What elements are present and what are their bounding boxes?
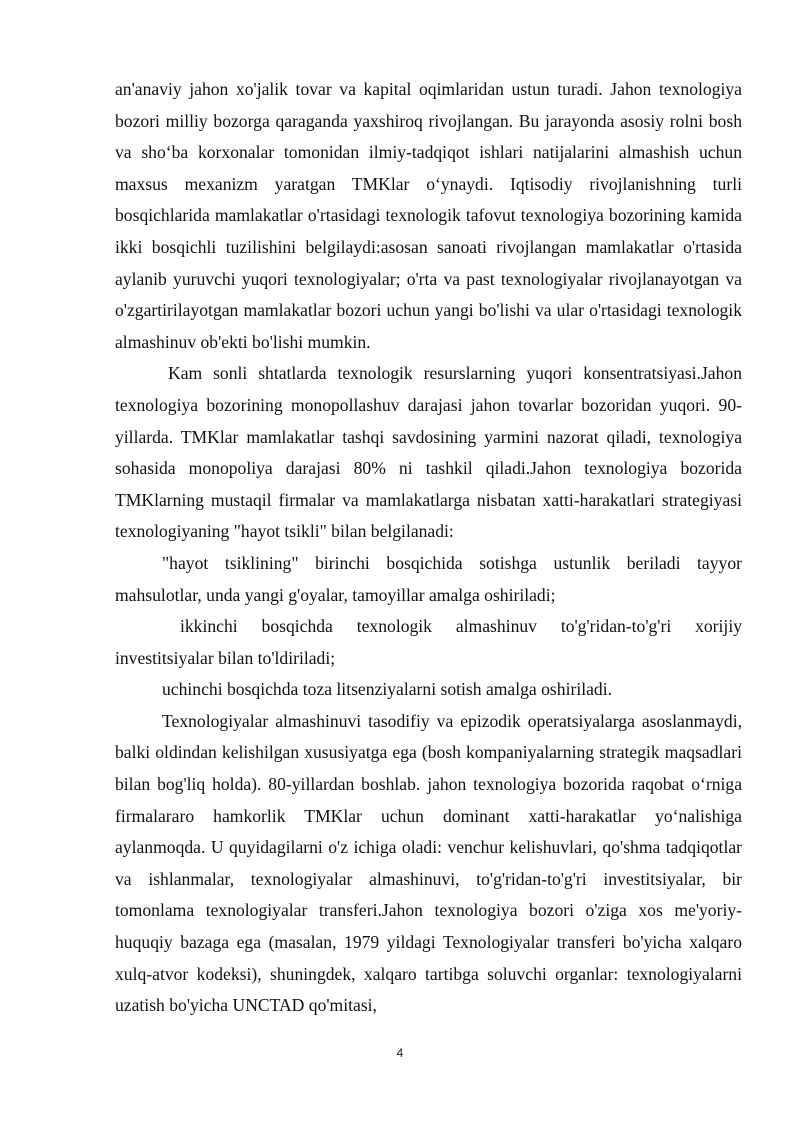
paragraph-5: uchinchi bosqichda toza litsenziyalarni sotish amalga oshiriladi. bbox=[162, 679, 612, 700]
document-body bbox=[115, 74, 742, 1022]
page-number: 4 bbox=[396, 1046, 404, 1060]
paragraph-4: ikkinchi bosqichda texnologik almashinuv to'g'ridan-to'g'ri xorijiy investitsiyalar bilan to'ldiriladi; bbox=[115, 616, 742, 668]
paragraph-3: "hayot tsiklining" birinchi bosqichida sotishga ustunlik beriladi tayyor mahsulotlar, unda yangi g'oyalar, tamoyillar amalga oshiriladi; bbox=[115, 552, 742, 605]
paragraph-1: an'anaviy jahon xo'jalik tovar va kapital oqimlaridan ustun turadi. Jahon texnologiya bozori milliy bozorga qaraganda yaxshiroq rivojlangan. Bu jarayonda asosiy rolni bosh va sho‘ba korxonalar tomonidan ilmiy-tadqiqot ishlari natijalarini almashish uchun maxsus mexanizm yaratgan TMKlar o‘ynaydi. Iqtisodiy rivojlanishning turli bosqichlarida mamlakatlar o'rtasidagi texnologik tafovut texnologiya bozorining kamida ikki bosqichli tuzilishini belgilaydi:asosan sanoati rivojlangan mamlakatlar o'rtasida aylanib yuruvchi yuqori texnologiyalar; o'rta va past texnologiyalar rivojlanayotgan va o'zgartirilayotgan mamlakatlar bozori uchun yangi bo'lishi va ular o'rtasidagi texnologik almashinuv ob'ekti bo'lishi mumkin. bbox=[115, 79, 742, 352]
paragraph-6: Texnologiyalar almashinuvi tasodifiy va epizodik operatsiyalarga asoslanmaydi, balki oldindan kelishilgan xususiyatga ega (bosh kompaniyalarning strategik maqsadlari bilan bog'liq holda). 80-yillardan boshlab. jahon texnologiya bozorida raqobat o‘rniga firmalararo hamkorlik TMKlar uchun dominant xatti-harakatlar yo‘nalishiga aylanmoqda. U quyidagilarni o'z ichiga oladi: venchur kelishuvlari, qo'shma tadqiqotlar va ishlanmalar, texnologiyalar almashinuvi, to'g'ridan-to'g'ri investitsiyalar, bir tomonlama texnologiyalar transferi.Jahon texnologiya bozori o'ziga xos me'yoriy-huquqiy bazaga ega (masalan, 1979 yildagi Texnologiyalar transferi bo'yicha xalqaro xulq-atvor kodeksi), shuningdek, xalqaro tartibga soluvchi organlar: texnologiyalarni uzatish bo'yicha UNCTAD qo'mitasi, bbox=[115, 710, 742, 1016]
paragraph-2: Kam sonli shtatlarda texnologik resurslarning yuqori konsentratsiyasi.Jahon texnologiya bozorining monopollashuv darajasi jahon tovarlar bozoridan yuqori. 90-yillarda. TMKlar mamlakatlar tashqi savdosining yarmini nazorat qiladi, texnologiya sohasida monopoliya darajasi 80% ni tashkil qiladi.Jahon texnologiya bozorida TMKlarning mustaqil firmalar va mamlakatlarga nisbatan xatti-harakatlari strategiyasi texnologiyaning "hayot tsikli" bilan belgilanadi: bbox=[115, 363, 742, 542]
